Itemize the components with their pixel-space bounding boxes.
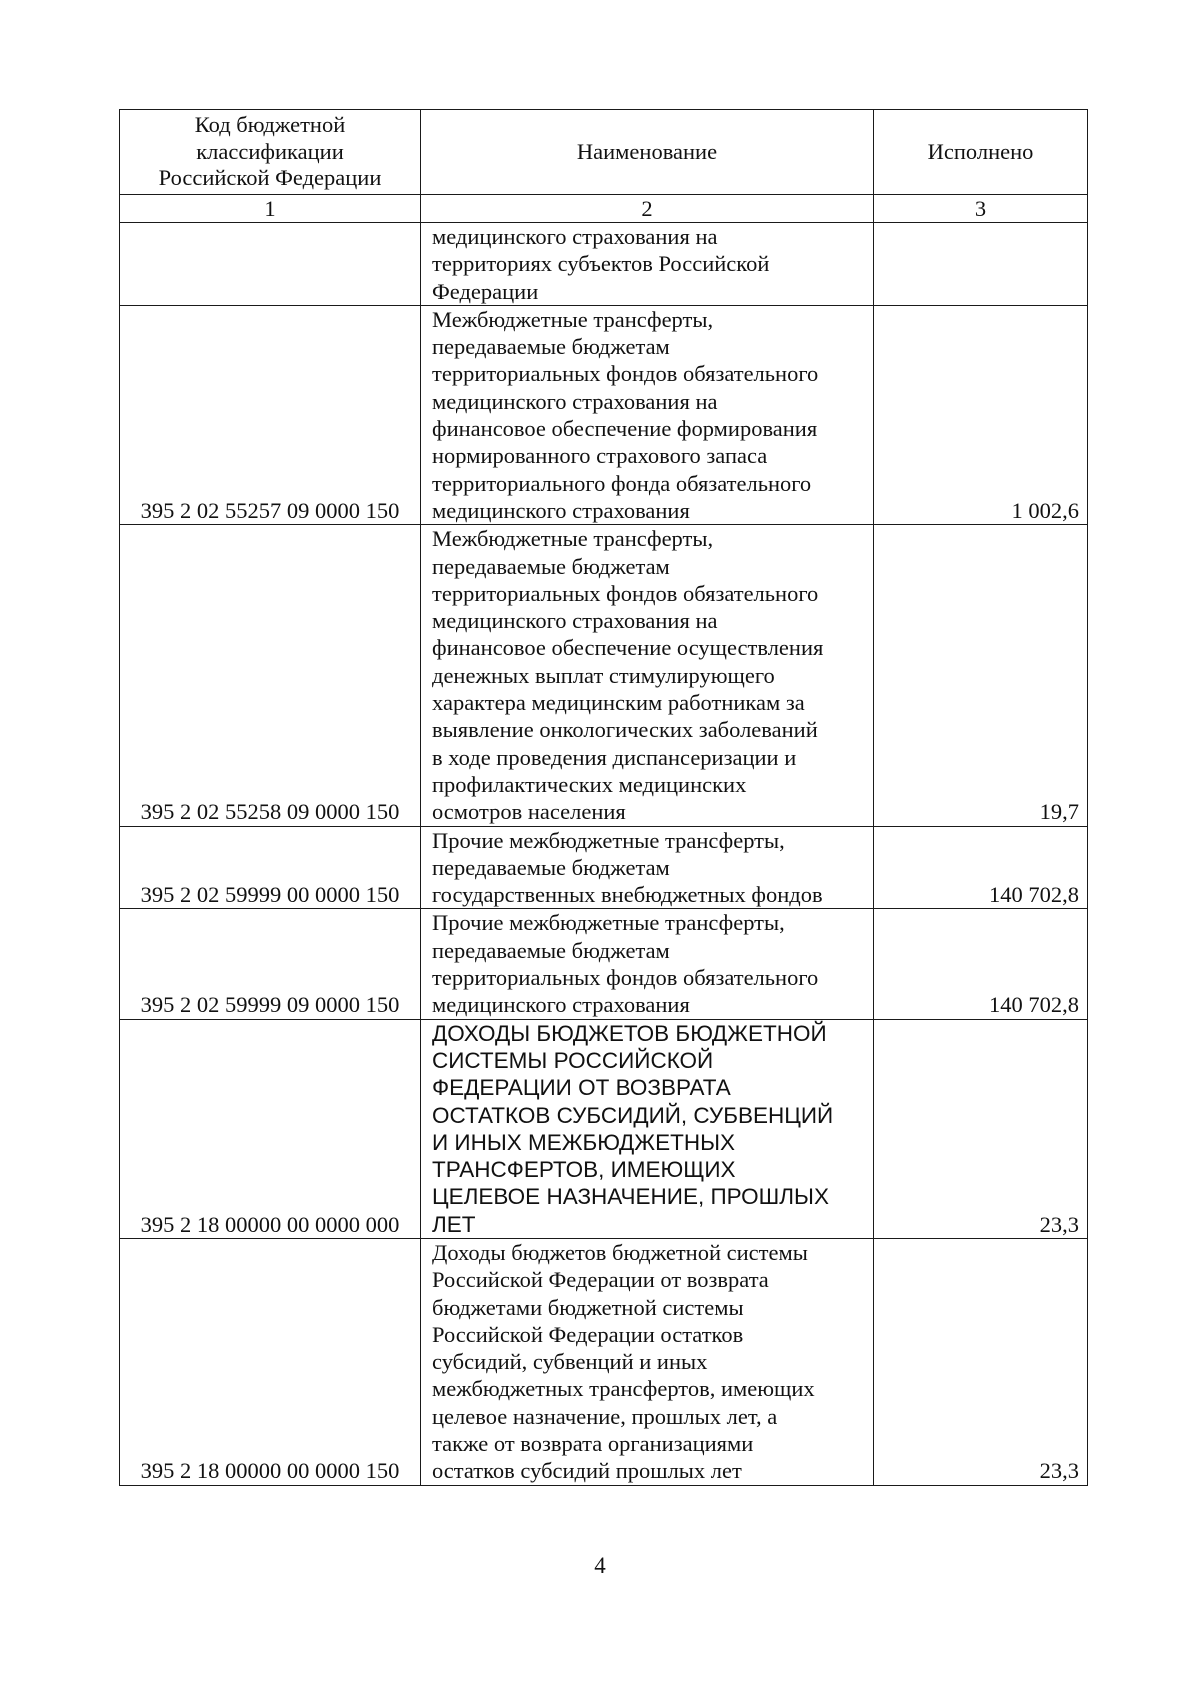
column-number: 2 (421, 195, 874, 223)
table-row (120, 826, 1088, 909)
item-name-cell: Межбюджетные трансферты, передаваемые бюджетам территориальных фондов обязательного медицинского страхования на финансовое обеспечение осуществления денежных выплат стимулирующего характера медицинским работникам за выявление онкологических заболеваний в ходе проведения диспансеризации и профилактических медицинских осмотров населения (421, 525, 874, 826)
item-name-cell: Прочие межбюджетные трансферты, передаваемые бюджетам государственных внебюджетных фондов (421, 826, 874, 909)
executed-amount-cell: 19,7 (874, 525, 1088, 826)
executed-amount-cell: 23,3 (874, 1019, 1088, 1238)
executed-amount-cell: 1 002,6 (874, 305, 1088, 524)
executed-amount-cell: 140 702,8 (874, 826, 1088, 909)
column-number-row (120, 195, 1088, 223)
executed-amount-cell: 140 702,8 (874, 909, 1088, 1019)
item-name-cell: Доходы бюджетов бюджетной системы Российской Федерации от возврата бюджетами бюджетной системы Российской Федерации остатков субсидий, субвенций и иных межбюджетных трансфертов, имеющих целевое назначение, прошлых лет, а также от возврата организациями остатков субсидий прошлых лет (421, 1238, 874, 1485)
table-row (120, 305, 1088, 524)
item-name-cell: Межбюджетные трансферты, передаваемые бюджетам территориальных фондов обязательного медицинского страхования на финансовое обеспечение формирования нормированного страхового запаса территориального фонда обязательного медицинского страхования (421, 305, 874, 524)
budget-code-cell (120, 223, 421, 306)
header-budget-code: Код бюджетной классификации Российской Федерации (120, 110, 421, 195)
budget-code-cell: 395 2 02 55258 09 0000 150 (120, 525, 421, 826)
page-number: 4 (594, 1553, 606, 1578)
column-number: 3 (874, 195, 1088, 223)
table-row (120, 223, 1088, 306)
column-number: 1 (120, 195, 421, 223)
item-name-cell: медицинского страхования на территориях субъектов Российской Федерации (421, 223, 874, 306)
executed-amount-cell (874, 223, 1088, 306)
budget-code-cell: 395 2 02 59999 09 0000 150 (120, 909, 421, 1019)
header-name: Наименование (421, 110, 874, 195)
budget-code-cell: 395 2 02 59999 00 0000 150 (120, 826, 421, 909)
table-row (120, 525, 1088, 826)
table-row (120, 1019, 1088, 1238)
item-name-cell: ДОХОДЫ БЮДЖЕТОВ БЮДЖЕТНОЙ СИСТЕМЫ РОССИЙСКОЙ ФЕДЕРАЦИИ ОТ ВОЗВРАТА ОСТАТКОВ СУБСИДИЙ, СУБВЕНЦИЙ И ИНЫХ МЕЖБЮДЖЕТНЫХ ТРАНСФЕРТОВ, ИМЕЮЩИХ ЦЕЛЕВОЕ НАЗНАЧЕНИЕ, ПРОШЛЫХ ЛЕТ (421, 1019, 874, 1238)
budget-code-cell: 395 2 02 55257 09 0000 150 (120, 305, 421, 524)
table-header-row (120, 110, 1088, 195)
budget-code-cell: 395 2 18 00000 00 0000 150 (120, 1238, 421, 1485)
item-name-cell: Прочие межбюджетные трансферты, передаваемые бюджетам территориальных фондов обязательного медицинского страхования (421, 909, 874, 1019)
table-row (120, 1238, 1088, 1485)
header-executed: Исполнено (874, 110, 1088, 195)
budget-execution-table (119, 109, 1088, 1486)
table-row (120, 909, 1088, 1019)
executed-amount-cell: 23,3 (874, 1238, 1088, 1485)
budget-code-cell: 395 2 18 00000 00 0000 000 (120, 1019, 421, 1238)
